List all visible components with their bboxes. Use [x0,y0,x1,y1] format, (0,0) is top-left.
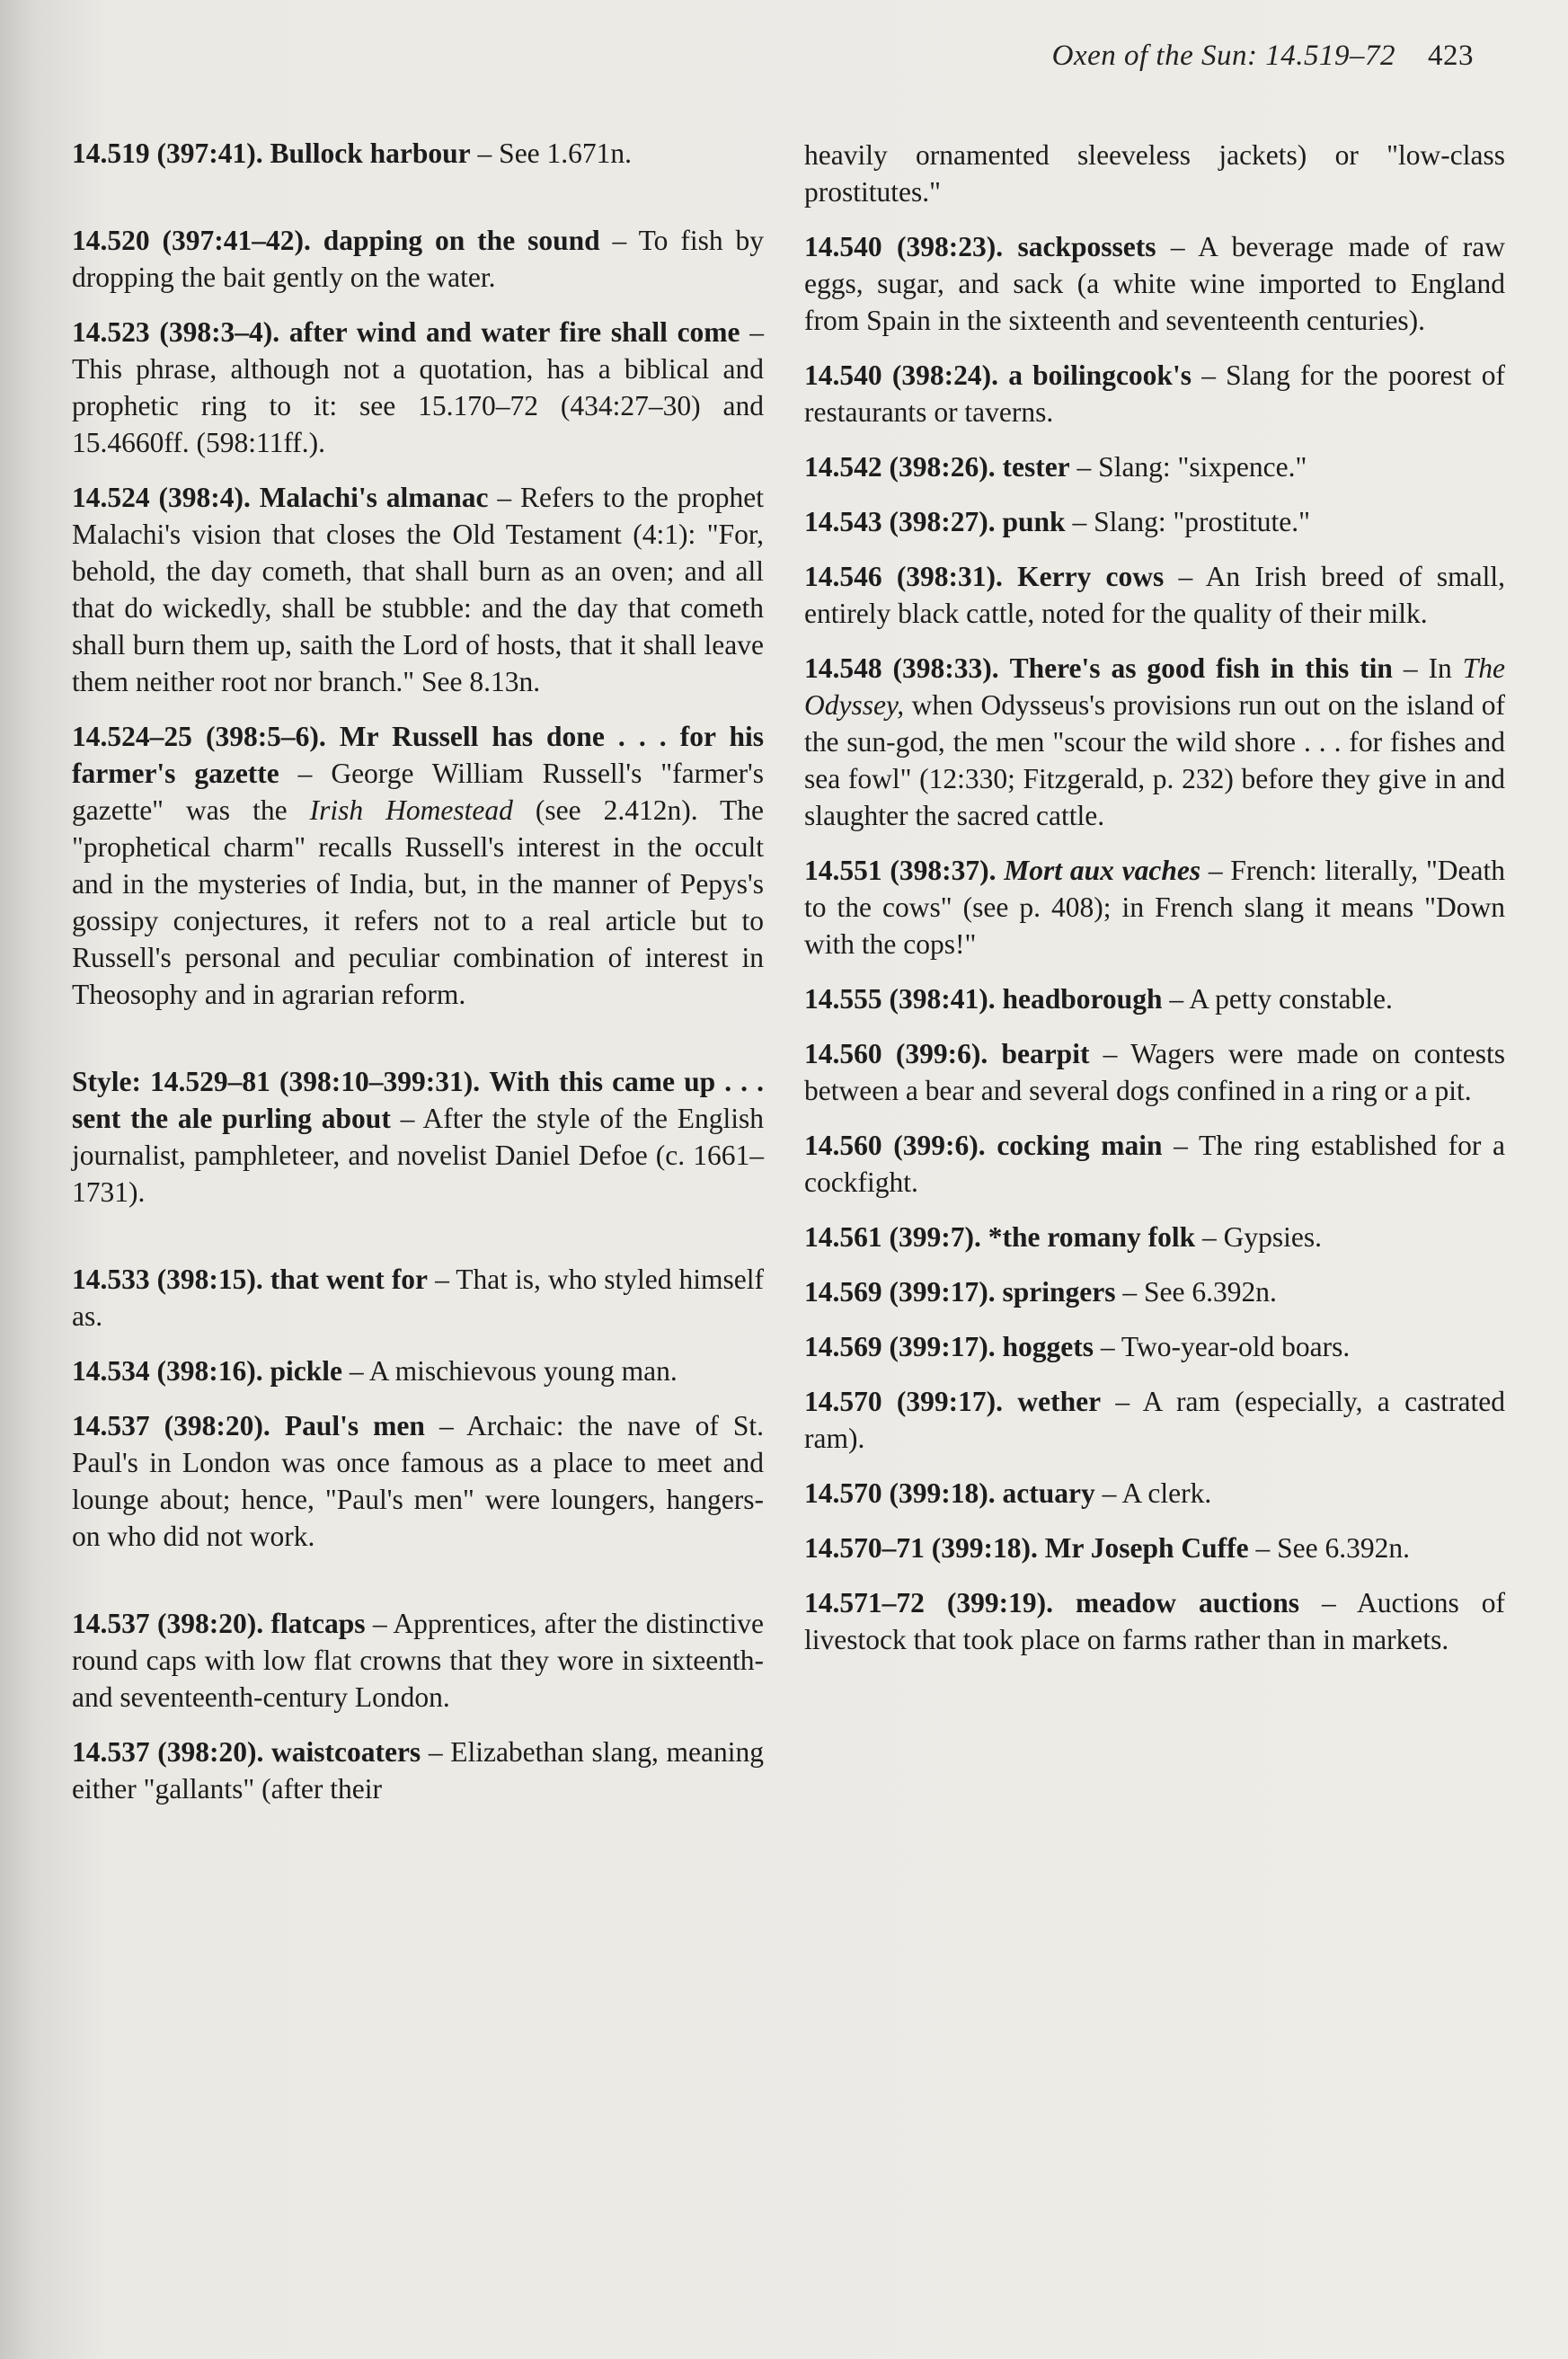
note-entry: 14.561 (399:7). *the romany folk – Gypsies. [804,1221,1323,1253]
note-entry: 14.569 (399:17). hoggets – Two-year-old boars. [804,1331,1351,1362]
note-entry: 14.570 (399:17). wether – A ram (especially, a castrated ram). [804,1386,1506,1454]
note-entry: 14.570–71 (399:18). Mr Joseph Cuffe – See 6.392n. [804,1532,1410,1564]
note-entry: 14.548 (398:33). There's as good fish in this tin – In The Odyssey, when Odysseus's provisions run out on the island of the sun-god, the men "scour the wild shore . . . for fishes and sea fowl" (12:330; Fitzgerald, p. 232) before they give in and slaughter the sacred cattle. [804,652,1505,831]
running-title: Oxen of the Sun: 14.519–72 [1051,40,1395,72]
note-entry: 14.540 (398:24). a boilingcook's – Slang for the poorest of restaurants or taverns. [804,359,1506,428]
left-column [72,135,764,1825]
note-entry: 14.537 (398:20). Paul's men – Archaic: the nave of St. Paul's in London was once famous as a place to meet and lounge about; hence, "Paul's men" were loungers, hangers-on who did not work. [72,1410,765,1552]
note-entry: 14.570 (399:18). actuary – A clerk. [804,1477,1212,1509]
note-entry: 14.537 (398:20). waistcoaters – Elizabethan slang, meaning either "gallants" (after their [72,1736,764,1805]
note-entry: 14.519 (397:41). Bullock harbour – See 1.671n. [72,137,633,169]
note-entry: 14.537 (398:20). flatcaps – Apprentices, after the distinctive round caps with low flat crowns that they wore in sixteenth- and seventeenth-century London. [72,1608,765,1713]
note-entry: Style: 14.529–81 (398:10–399:31). With this came up . . . sent the ale purling about – After the style of the English journalist, pamphleteer, and novelist Daniel Defoe (c. 1661–1731). [72,1066,765,1208]
note-entry: 14.520 (397:41–42). dapping on the sound – To fish by dropping the bait gently on the water. [72,225,764,293]
note-entry: 14.569 (399:17). springers – See 6.392n. [804,1276,1277,1308]
note-entry: 14.546 (398:31). Kerry cows – An Irish breed of small, entirely black cattle, noted for the quality of their milk. [804,561,1506,629]
note-entry: 14.540 (398:23). sackpossets – A beverage made of raw eggs, sugar, and sack (a white wine imported to England from Spain in the sixteenth and seventeenth centuries). [804,231,1505,336]
note-entry: 14.533 (398:15). that went for – That is, who styled himself as. [72,1264,764,1332]
note-entry: 14.551 (398:37). Mort aux vaches – French: literally, "Death to the cows" (see p. 408); in French slang it means "Down with the cops!" [804,855,1506,960]
note-entry: 14.524 (398:4). Malachi's almanac – Refers to the prophet Malachi's vision that closes the Old Testament (4:1): "For, behold, the day cometh, that shall burn as an oven; and all that do wickedly, shall be stubble: and the day that cometh shall burn them up, saith the Lord of hosts, that it shall leave them neither root nor branch." See 8.13n. [72,482,764,697]
note-entry: 14.534 (398:16). pickle – A mischievous young man. [72,1355,678,1387]
page-number: 423 [1428,40,1474,72]
note-entry: 14.542 (398:26). tester – Slang: "sixpence." [804,451,1307,483]
note-entry: 14.560 (399:6). bearpit – Wagers were made on contests between a bear and several dogs confined in a ring or a pit. [804,1038,1506,1106]
right-column [804,137,1505,1676]
note-entry: 14.523 (398:3–4). after wind and water fire shall come – This phrase, although not a quotation, has a biblical and prophetic ring to it: see 15.170–72 (434:27–30) and 15.4660ff. (598:11ff.). [72,316,764,458]
note-entry: 14.571–72 (399:19). meadow auctions – Auctions of livestock that took place on farms rather than in markets. [804,1587,1505,1655]
continued-note: heavily ornamented sleeveless jackets) or "low-class prostitutes." [804,139,1505,208]
running-header [1052,40,1474,73]
note-entry: 14.560 (399:6). cocking main – The ring established for a cockfight. [804,1130,1506,1198]
note-entry: 14.555 (398:41). headborough – A petty constable. [804,983,1393,1015]
note-entry: 14.543 (398:27). punk – Slang: "prostitute." [804,506,1311,537]
note-entry: 14.524–25 (398:5–6). Mr Russell has done . . . for his farmer's gazette – George William Russell's "farmer's gazette" was the Irish Homestead (see 2.412n). The "prophetical charm" recalls Russell's interest in the occult and in the mysteries of India, but, in the manner of Pepys's gossipy conjectures, it refers not to a real article but to Russell's personal and peculiar combination of interest in Theosophy and in agrarian reform. [72,721,764,1010]
